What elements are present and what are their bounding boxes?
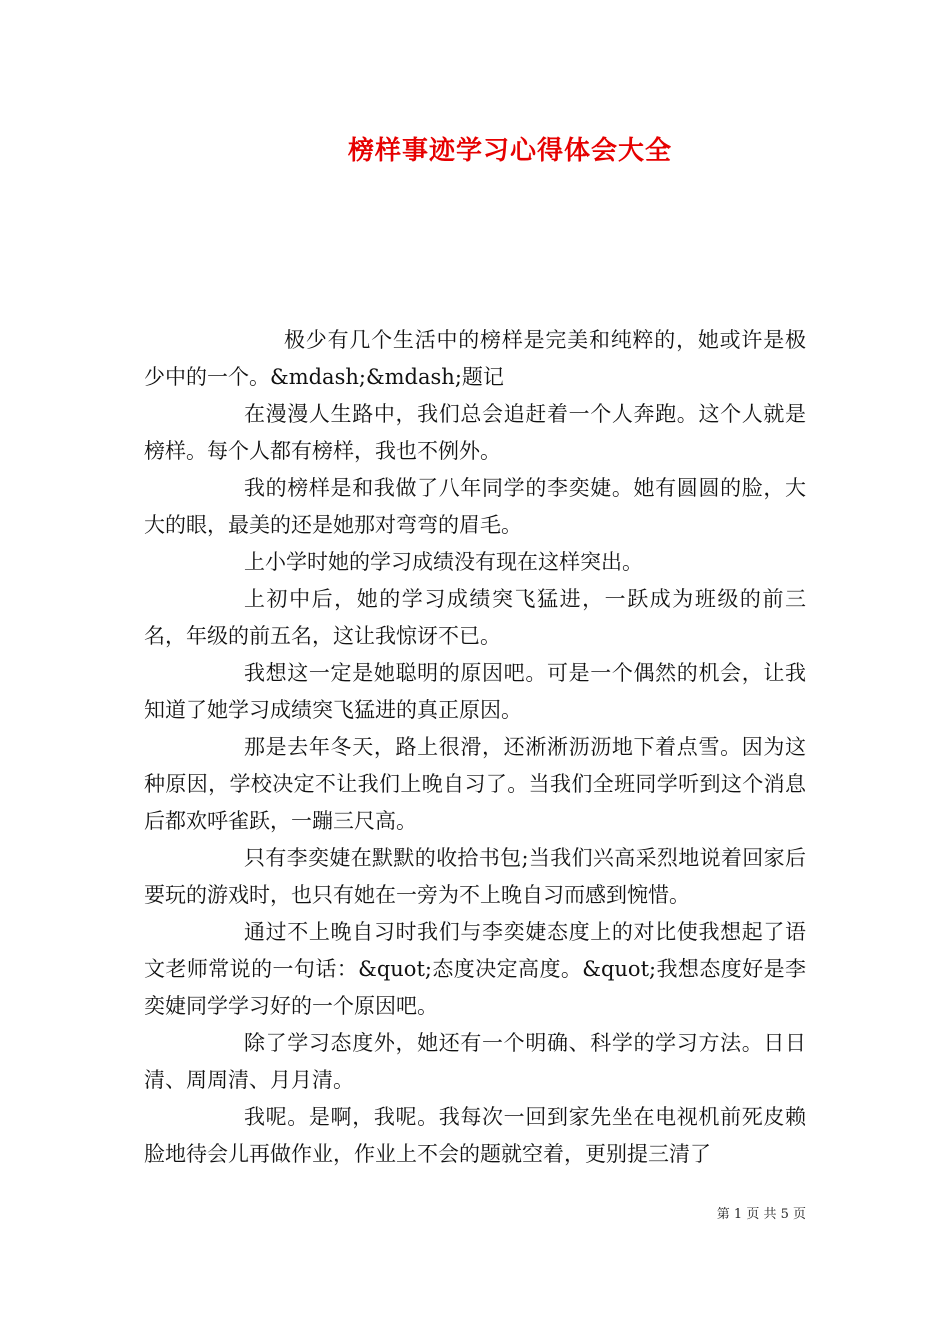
document-title: 榜样事迹学习心得体会大全 — [347, 136, 672, 166]
paragraph-2: 在漫漫人生路中，我们总会追赶着一个人奔跑。这个人就是榜样。每个人都有榜样，我也不例外。 — [144, 402, 806, 463]
paragraph-9: 通过不上晚自习时我们与李奕婕态度上的对比使我想起了语文老师常说的一句话：&quot;态度决定高度。&quot;我想态度好是李奕婕同学学习好的一个原因吧。 — [144, 920, 806, 1018]
document-body — [144, 322, 806, 1173]
paragraph-10: 除了学习态度外，她还有一个明确、科学的学习方法。日日清、周周清、月月清。 — [144, 1031, 806, 1092]
paragraph-4: 上小学时她的学习成绩没有现在这样突出。 — [244, 550, 643, 574]
paragraph-11: 我呢。是啊，我呢。我每次一回到家先坐在电视机前死皮赖脸地待会儿再做作业，作业上不会的题就空着，更别提三清了 — [144, 1105, 806, 1166]
paragraph-1: 极少有几个生活中的榜样是完美和纯粹的，她或许是极少中的一个。&mdash;&mdash;题记 — [144, 328, 806, 389]
paragraph-8: 只有李奕婕在默默的收拾书包;当我们兴高采烈地说着回家后要玩的游戏时，也只有她在一旁为不上晚自习而感到惋惜。 — [144, 846, 806, 907]
paragraph-3: 我的榜样是和我做了八年同学的李奕婕。她有圆圆的脸，大大的眼，最美的还是她那对弯弯的眉毛。 — [144, 476, 806, 537]
paragraph-5: 上初中后，她的学习成绩突飞猛进，一跃成为班级的前三名，年级的前五名，这让我惊讶不已。 — [144, 587, 806, 648]
paragraph-6: 我想这一定是她聪明的原因吧。可是一个偶然的机会，让我知道了她学习成绩突飞猛进的真正原因。 — [144, 661, 806, 722]
page-number-footer: 第 1 页 共 5 页 — [716, 1207, 806, 1222]
paragraph-7: 那是去年冬天，路上很滑，还淅淅沥沥地下着点雪。因为这种原因，学校决定不让我们上晚自习了。当我们全班同学听到这个消息后都欢呼雀跃，一蹦三尺高。 — [144, 735, 806, 833]
